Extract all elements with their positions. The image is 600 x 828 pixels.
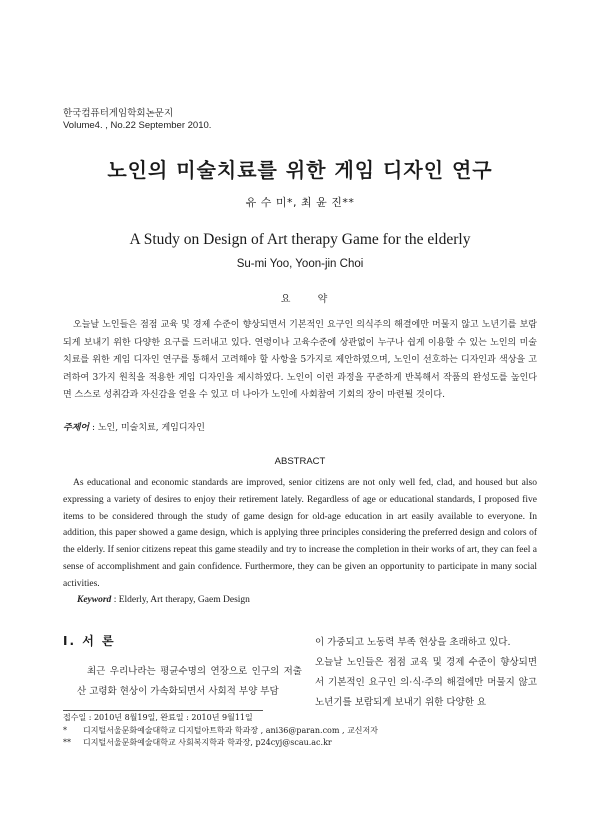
footnote-2-text: 디지털서울문화예술대학교 사회복지학과 학과장, p24cyj@scau.ac.kr xyxy=(83,738,332,747)
body-right-paragraph-2: 오늘날 노인들은 점점 교육 및 경제 수준이 향상되면서 기본적인 요구인 의·식·주의 해결에만 머물지 않고 노년기를 보람되게 보내기 위한 다양한 요 xyxy=(315,657,537,708)
abstract-english: As educational and economic standards are improved, senior citizens are not only well fed, clad, and housed but also expressing a variety of desires to enjoy their retirement lately. Regardless of age or educational standards, I proposed five items to be considered through the study of game design for old-age education in art easily available to everyone. In addition, this paper showed a game design, which is applying three principles considering the preferred design and colors of the elderly. If senior citizens repeat this game steadily and try to increase the completion in their works of art, they can feel a sense of accomplishment and gain confidence. Furthermore, they can be given an opportunity to participate in many social activities. xyxy=(63,478,537,589)
abstract-ko-heading: 요 약 xyxy=(280,294,340,305)
body-column-left xyxy=(77,662,302,702)
keywords-english xyxy=(77,595,250,605)
journal-volume: Volume4. , No.22 September 2010. xyxy=(63,120,212,131)
title-korean: 노인의 미술치료를 위한 게임 디자인 연구 xyxy=(107,158,493,182)
authors-korean: 유 수 미*, 최 윤 진** xyxy=(245,196,355,209)
footnote-author-1 xyxy=(63,725,378,738)
keywords-english-text: : Elderly, Art therapy, Gaem Design xyxy=(111,595,250,605)
keywords-korean xyxy=(63,420,205,433)
journal-header xyxy=(63,108,211,132)
keywords-korean-label: 주제어 xyxy=(63,423,90,433)
body-column-right xyxy=(315,633,537,713)
title-english: A Study on Design of Art therapy Game for the elderly xyxy=(129,231,471,248)
footnote-1-text: 디지털서울문화예술대학교 디지털아트학과 학과장 , ani36@paran.com , 교신저자 xyxy=(83,725,378,735)
keywords-english-label: Keyword xyxy=(77,595,112,605)
body-left-paragraph: 최근 우리나라는 평균수명의 연장으로 인구의 저출산 고령화 현상이 가속화되면서 사회적 부양 부담 xyxy=(77,666,302,697)
authors-english: Su-mi Yoo, Yoon-jin Choi xyxy=(236,258,364,270)
footnotes xyxy=(63,712,378,750)
footnote-author-2 xyxy=(63,737,378,750)
abstract-en-heading: ABSTRACT xyxy=(274,456,326,467)
section-heading-introduction: Ⅰ. 서 론 xyxy=(63,634,116,648)
footnote-1-mark: * xyxy=(63,725,67,735)
abstract-korean: 오늘날 노인들은 점점 교육 및 경제 수준이 향상되면서 기본적인 요구인 의식주의 해결에만 머물지 않고 노년기를 보람되게 보내기 위한 다양한 요구를 드러내고 있다. 연령이나 고육수준에 상관없이 누구나 쉽게 이용할 수 있는 노인의 미술치료를 위한 게임 디자인 연구를 통해서 고려해야 할 사항을 5가지로 제안하였으며, 노인이 선호하는 디자인과 색상을 고려하여 3가지 원칙을 적용한 게임 디자인을 제시하였다. 노인이 이런 과정을 꾸준하게 반복해서 작품의 완성도를 높인다면 스스로 성취감과 자신감을 얻을 수 있고 더 나아가 노인에 사회참여 기회의 장이 마련될 것이다. xyxy=(63,320,537,400)
body-right-paragraph-1: 이 가중되고 노동력 부족 현상을 초래하고 있다. xyxy=(315,637,511,648)
journal-name: 한국컴퓨터게임학회논문지 xyxy=(63,108,174,119)
footnote-divider xyxy=(63,710,263,711)
footnote-received: 접수일 : 2010년 8월19일, 완료일 : 2010년 9월11일 xyxy=(63,713,253,722)
footnote-2-mark: ** xyxy=(63,738,71,747)
keywords-korean-text: : 노인, 미술치료, 게임디자인 xyxy=(89,423,205,433)
